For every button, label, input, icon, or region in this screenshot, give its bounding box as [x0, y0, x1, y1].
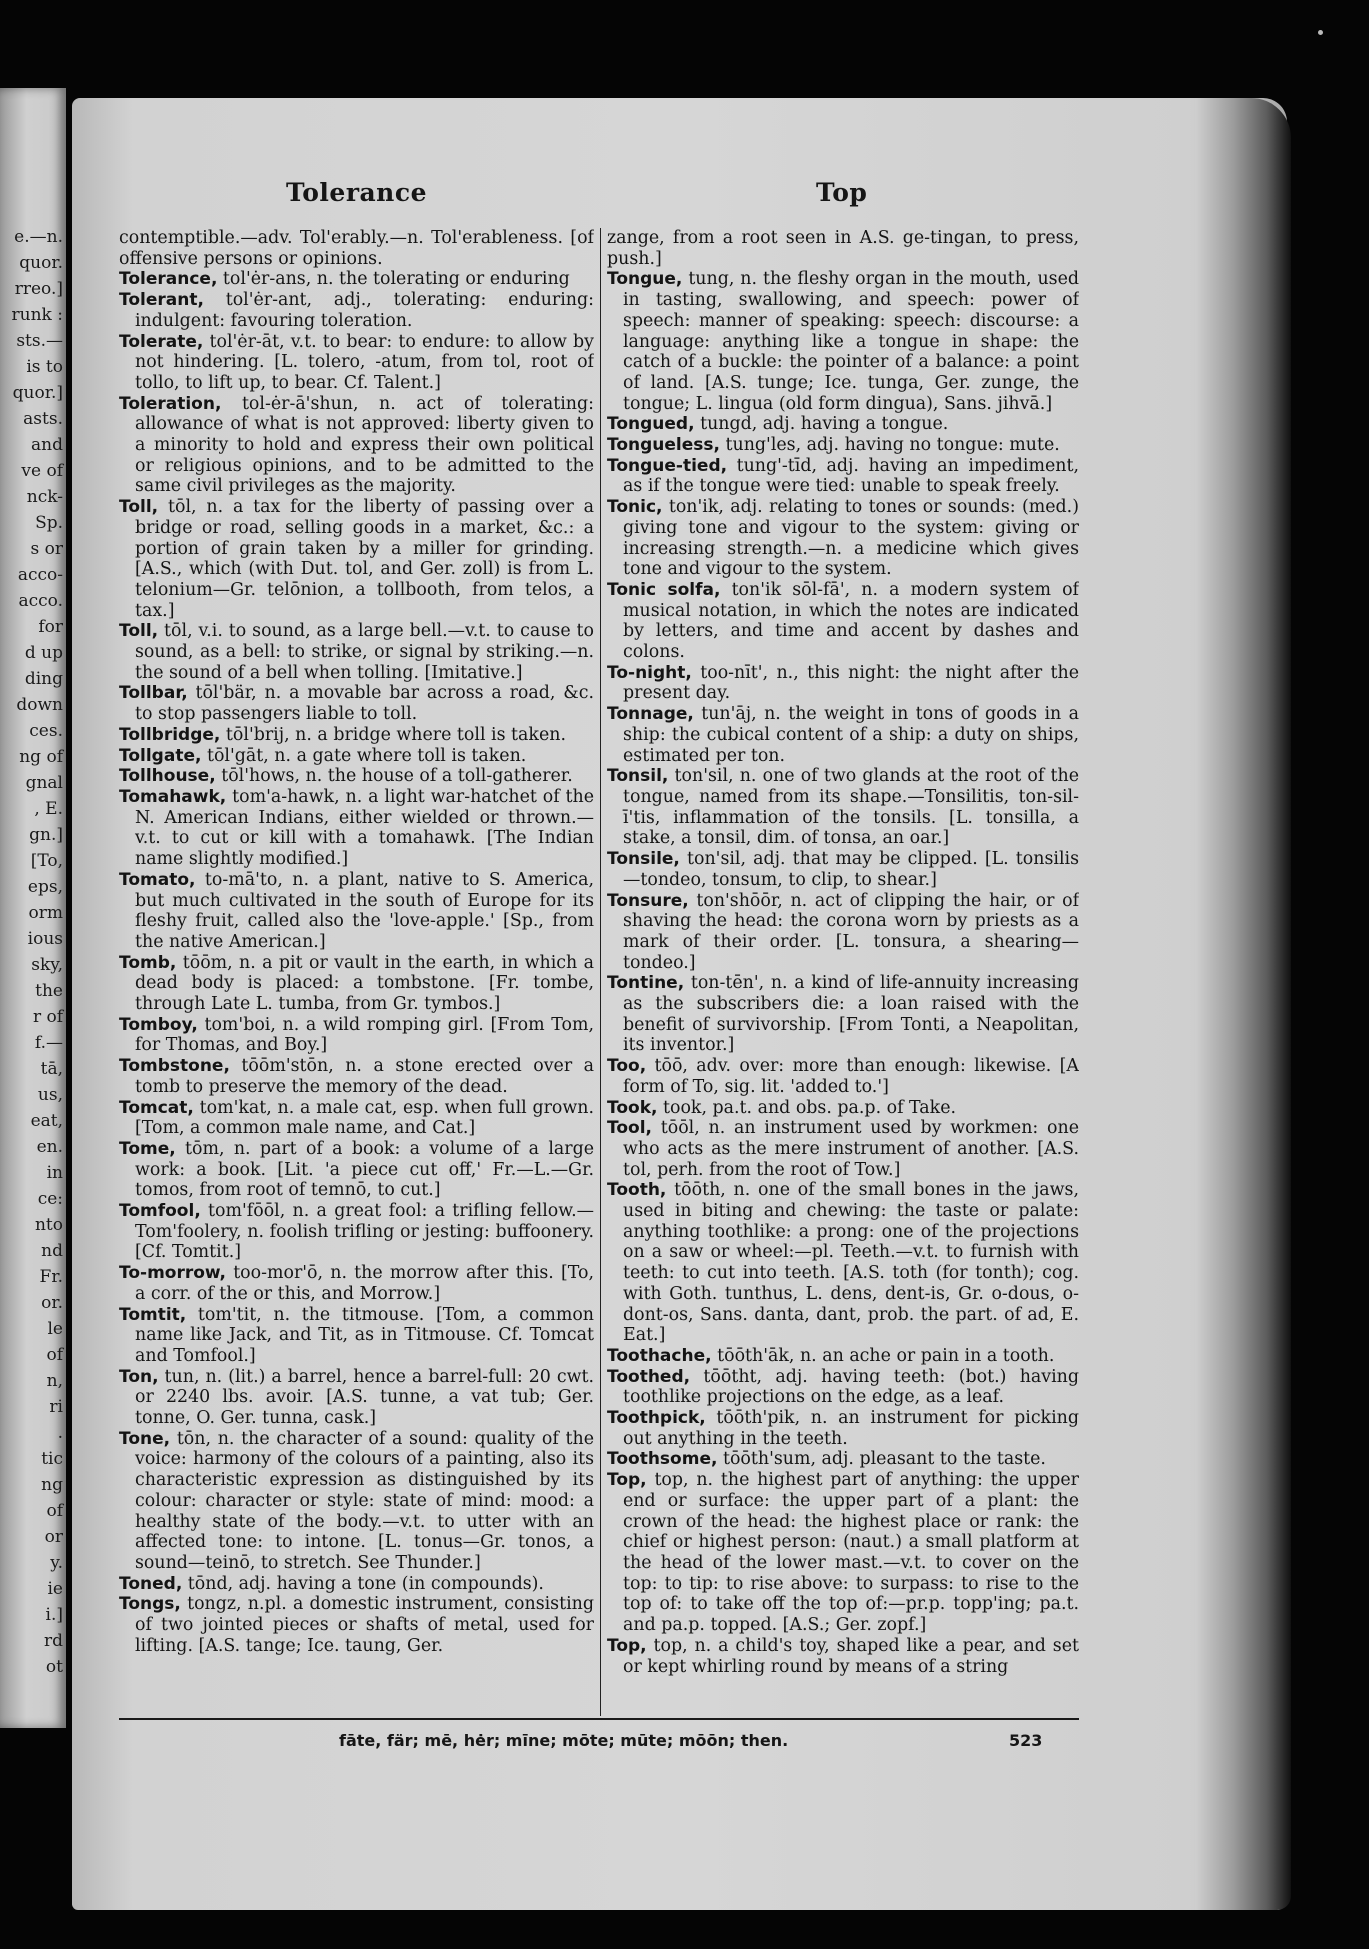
entry-headword: Took,: [607, 1097, 658, 1118]
left-page-fragment: ious: [27, 929, 63, 949]
entry-definition: tōl, n. a tax for the liberty of passing over a bridge or road, selling goods in a market, &c.: a portion of grain taken by a miller for grinding. [A.S., which (with Dut. tol, and Ger. zoll) is from L. telonium—Gr. telōnion, a tollbooth, from telos, a tax.]: [135, 497, 594, 621]
left-page-fragment: , E.: [34, 799, 63, 819]
left-page-fragment: ri: [49, 1397, 63, 1417]
entry-headword: To-morrow,: [119, 1263, 226, 1284]
entry-headword: Toleration,: [119, 393, 222, 414]
dictionary-entry: [607, 1636, 1079, 1677]
entry-definition: tōō, adv. over: more than enough: likewise. [A form of To, sig. lit. 'added to.']: [623, 1056, 1079, 1097]
dictionary-entry: [607, 766, 1079, 849]
left-page-fragment: sts.—: [16, 331, 63, 351]
entry-headword: Tongued,: [607, 414, 695, 435]
entry-headword: Tollbar,: [119, 683, 188, 704]
dictionary-entry: [119, 497, 594, 621]
dictionary-entry: [119, 1098, 594, 1139]
entry-headword: Tolerant,: [119, 290, 204, 311]
left-page-fragment: nck-: [26, 487, 63, 507]
dictionary-entry: [119, 1263, 594, 1304]
left-page-fragment: ce:: [37, 1189, 63, 1209]
entry-headword: Tomboy,: [119, 1014, 198, 1035]
dictionary-entry: [119, 725, 594, 746]
entry-definition: tom'a-hawk, n. a light war-hatchet of the N. American Indians, either wielded or thrown.—v.t. to cut or kill with a tomahawk. [The Indian name slightly modified.]: [135, 786, 594, 870]
dictionary-entry: [119, 1594, 594, 1656]
left-page-fragment: ie: [47, 1579, 63, 1599]
entry-definition: to-mā'to, n. a plant, native to S. America, but much cultivated in the south of Europe for its fleshy fruit, called also the 'love-apple.' [Sp., from the native American.]: [135, 869, 594, 952]
left-page-fragment: quor.]: [12, 383, 63, 403]
pronunciation-key: fāte, fär; mē, hėr; mīne; mōte; mūte; mōōn; then.: [339, 1731, 789, 1750]
left-page-fragment: Fr.: [39, 1267, 63, 1287]
entry-definition: tōōth'sum, adj. pleasant to the taste.: [717, 1449, 1046, 1470]
left-page-fragment: ces.: [29, 721, 63, 741]
left-page-fragment: tic: [41, 1449, 63, 1469]
entry-headword: Tolerance,: [119, 269, 218, 290]
entry-headword: Toned,: [119, 1573, 183, 1594]
left-page-fragment: and: [31, 435, 63, 455]
left-page-fragment: nto: [34, 1215, 63, 1235]
dictionary-entry: [119, 1429, 594, 1574]
entry-definition: tōl'bär, n. a movable bar across a road, &c. to stop passengers liable to toll.: [135, 683, 594, 725]
entry-headword: Tongs,: [119, 1594, 181, 1615]
dictionary-entry: [119, 1367, 594, 1429]
entry-headword: Toothed,: [607, 1366, 691, 1387]
left-page-fragment: Sp.: [35, 513, 63, 533]
entry-headword: Toll,: [119, 621, 159, 642]
entry-definition: tol'ėr-āt, v.t. to bear: to endure: to allow by not hindering. [L. tolero, -atum, from tol, root of tollo, to lift up, to bear. Cf. Talent.]: [135, 331, 594, 393]
left-page-fragment: eat,: [30, 1111, 63, 1131]
entry-headword: Tongue-tied,: [607, 455, 728, 476]
entry-headword: Ton,: [119, 1366, 159, 1387]
dictionary-entry: [607, 228, 1079, 269]
dictionary-entry: [607, 1346, 1079, 1367]
entry-definition: tom'tit, n. the titmouse. [Tom, a common name like Jack, and Tit, as in Titmouse. Cf. Tomcat and Tomfool.]: [135, 1304, 594, 1366]
entry-headword: Tomahawk,: [119, 786, 227, 807]
entry-definition: tōl, v.i. to sound, as a large bell.—v.t. to cause to sound, as a bell: to strike, or signal by striking.—n. the sound of a bell when tolling. [Imitative.]: [135, 621, 594, 683]
entry-definition: contemptible.—adv. Tol'erably.—n. Tol'erableness. [of offensive persons or opinions.: [119, 228, 594, 269]
entry-definition: tōōth'pik, n. an instrument for picking out anything in the teeth.: [623, 1408, 1079, 1449]
entry-headword: Tolerate,: [119, 331, 204, 352]
dictionary-entry: [607, 1098, 1079, 1119]
left-page-fragment: d up: [24, 643, 63, 663]
left-page-fragment: eps,: [27, 877, 63, 897]
entry-definition: tungd, adj. having a tongue.: [694, 414, 949, 435]
dictionary-entry: [607, 1470, 1079, 1636]
footer-rule: [119, 1718, 1079, 1720]
column-divider: [600, 228, 601, 1716]
dictionary-entry: [607, 849, 1079, 890]
entry-headword: Tombstone,: [119, 1056, 230, 1077]
dictionary-entry: [607, 456, 1079, 497]
dictionary-entry: [607, 497, 1079, 580]
entry-headword: Tongue,: [607, 269, 683, 290]
entry-headword: Tool,: [607, 1118, 652, 1139]
entry-definition: tōm, n. part of a book: a volume of a large work: a book. [Lit. 'a piece cut off,' Fr.—L.—Gr. tomos, from root of temnō, to cut.]: [135, 1138, 594, 1201]
entry-headword: Tongueless,: [607, 435, 720, 456]
dictionary-entry: [119, 1305, 594, 1367]
entry-headword: Tonsure,: [607, 890, 689, 911]
entry-definition: tol-ėr-ā'shun, n. act of tolerating: allowance of what is not approved: liberty given to a minority to hold and express their own political or religious opinions, and to be admitted to the same civil privileges as the majority.: [135, 393, 594, 497]
dictionary-entry: [607, 704, 1079, 766]
dictionary-entry: [607, 663, 1079, 704]
entry-definition: tōōl, n. an instrument used by workmen: one who acts as the mere instrument of another. [A.S. tol, perh. from the root of Tow.]: [623, 1118, 1079, 1180]
dictionary-entry: [119, 1139, 594, 1201]
dictionary-entry: [119, 746, 594, 767]
entry-headword: Tonsil,: [607, 766, 669, 787]
left-page-fragment: asts.: [23, 409, 63, 429]
entry-definition: ton'sil, n. one of two glands at the root of the tongue, named from its shape.—Tonsilitis, ton-sil-ī'tis, inflammation of the tonsils. [L. tonsilla, a stake, a tonsil, dim. of tonsa, an oar.]: [623, 766, 1079, 849]
left-column: [119, 228, 594, 1716]
dictionary-entry: [607, 973, 1079, 1056]
left-page-fragment: ve of: [21, 461, 63, 481]
left-page-fragment: is to: [26, 357, 63, 377]
left-page-fragment: us,: [37, 1085, 63, 1105]
dictionary-entry: [607, 1367, 1079, 1408]
left-page-fragment: le: [47, 1319, 63, 1339]
dictionary-entry: [119, 228, 594, 269]
left-page-fragment: s or: [30, 539, 63, 559]
entry-definition: top, n. a child's toy, shaped like a pear, and set or kept whirling round by means of a string: [623, 1635, 1079, 1677]
dictionary-entry: [119, 1201, 594, 1263]
dictionary-entry: [119, 269, 594, 290]
entry-definition: tom'fōōl, n. a great fool: a trifling fellow.—Tom'foolery, n. foolish trifling or jesting: buffoonery. [Cf. Tomtit.]: [135, 1201, 594, 1263]
entry-definition: tōōm, n. a pit or vault in the earth, in which a dead body is placed: a tombstone. [Fr. tombe, through Late L. tumba, from Gr. tymbos.]: [135, 952, 594, 1015]
entry-definition: tōl'brij, n. a bridge where toll is taken.: [220, 724, 566, 745]
left-page-fragment: acco.: [18, 591, 63, 611]
dictionary-entry: [607, 435, 1079, 456]
left-page-fragment: the: [35, 981, 63, 1001]
left-page-fragment: quor.: [19, 253, 63, 273]
left-page-fragment: rreo.]: [14, 279, 63, 299]
running-head-left: Tolerance: [286, 178, 427, 207]
entry-definition: tōōth'āk, n. an ache or pain in a tooth.: [711, 1345, 1055, 1366]
entry-headword: Tomcat,: [119, 1097, 194, 1118]
left-page-fragment: ng of: [19, 747, 63, 767]
dictionary-entry: [607, 1180, 1079, 1346]
dictionary-entry: [119, 394, 594, 498]
dictionary-entry: [607, 269, 1079, 414]
left-page-fragment: acco-: [17, 565, 63, 585]
entry-definition: too-nīt', n., this night: the night after the present day.: [623, 662, 1079, 704]
dictionary-entry: [119, 1574, 594, 1595]
entry-definition: ton'ik, adj. relating to tones or sounds: (med.) giving tone and vigour to the system: giving or increasing strength.—n. a medicine which gives tone and vigour to the system.: [623, 497, 1079, 580]
dictionary-entry: [607, 1056, 1079, 1097]
entry-headword: Tome,: [119, 1138, 176, 1159]
scan-speck: [1318, 30, 1323, 35]
entry-headword: Top,: [607, 1470, 647, 1491]
dictionary-entry: [119, 290, 594, 331]
entry-headword: Tomb,: [119, 952, 177, 973]
entry-headword: Toothache,: [607, 1345, 712, 1366]
dictionary-entry: [607, 414, 1079, 435]
left-page-fragment: gnal: [25, 773, 63, 793]
entry-definition: ton'shōōr, n. act of clipping the hair, or of shaving the head: the corona worn by priests as a mark of their order. [L. tonsura, a shearing—tondeo.]: [623, 890, 1079, 973]
entry-definition: took, pa.t. and obs. pa.p. of Take.: [657, 1097, 957, 1118]
dictionary-entry: [119, 621, 594, 683]
entry-definition: tongz, n.pl. a domestic instrument, consisting of two jointed pieces or shafts of metal, used for lifting. [A.S. tange; Ice. taung, Ger.: [135, 1594, 594, 1656]
entry-definition: tōl'hows, n. the house of a toll-gatherer.: [215, 766, 573, 787]
left-page-fragment: r of: [32, 1007, 63, 1027]
dictionary-entry: [119, 787, 594, 870]
left-page-fragment: for: [38, 617, 63, 637]
entry-headword: Tollgate,: [119, 745, 202, 766]
entry-headword: Tontine,: [607, 973, 685, 994]
dictionary-entry: [119, 1056, 594, 1097]
left-page-fragment: runk :: [11, 305, 63, 325]
left-page-fragment: or: [44, 1527, 63, 1547]
entry-headword: Toothsome,: [607, 1449, 718, 1470]
entry-headword: Tooth,: [607, 1180, 667, 1201]
dictionary-entry: [607, 580, 1079, 663]
left-page-fragment: of: [46, 1501, 63, 1521]
entry-definition: tōn, n. the character of a sound: quality of the voice: harmony of the colours of a painting, also its characteristic expression as distinguished by its colour: character or style: state of mind: mood: a healthy state of the body.—v.t. to utter with an affected tone: to intone. [L. tonus—Gr. tonos, a sound—teinō, to stretch. See Thunder.]: [135, 1428, 594, 1573]
entry-definition: tung, n. the fleshy organ in the mouth, used in tasting, swallowing, and speech: power of speech: manner of speaking: speech: discourse: a language: anything like a tongue in shape: the catch of a buckle: the pointer of a balance: a point of land. [A.S. tunge; Ice. tunga, Ger. zunge, the tongue; L. lingua (old form dingua), Sans. jihvā.]: [623, 269, 1079, 414]
entry-definition: tōōtht, adj. having teeth: (bot.) having toothlike projections on the edge, as a leaf.: [623, 1366, 1079, 1408]
entry-definition: tōl'gāt, n. a gate where toll is taken.: [201, 745, 527, 766]
left-page-fragment: orm: [28, 903, 63, 923]
entry-definition: tun, n. (lit.) a barrel, hence a barrel-full: 20 cwt. or 2240 lbs. avoir. [A.S. tunne, a vat tub; Ger. tonne, O. Ger. tunna, cask.]: [135, 1366, 594, 1429]
entry-definition: tung'les, adj. having no tongue: mute.: [719, 435, 1060, 456]
left-page-fragment: or.: [41, 1293, 63, 1313]
left-page-fragment: ng: [41, 1475, 63, 1495]
entry-headword: Tonsile,: [607, 849, 680, 870]
left-page-fragment: down: [16, 695, 63, 715]
entry-headword: To-night,: [607, 662, 692, 683]
left-page-fragment: of: [46, 1345, 63, 1365]
page-stack-edge: [1195, 98, 1291, 1910]
entry-headword: Top,: [607, 1635, 647, 1656]
entry-definition: tung'-tīd, adj. having an impediment, as if the tongue were tied: unable to speak freely.: [623, 455, 1079, 497]
dictionary-entry: [607, 891, 1079, 974]
entry-headword: Tomato,: [119, 869, 196, 890]
entry-definition: zange, from a root seen in A.S. ge-tingan, to press, push.]: [607, 228, 1079, 269]
entry-headword: Toll,: [119, 497, 159, 518]
dictionary-entry: [119, 953, 594, 1015]
dictionary-entry: [607, 1449, 1079, 1470]
entry-definition: tom'kat, n. a male cat, esp. when full grown. [Tom, a common male name, and Cat.]: [135, 1097, 594, 1139]
entry-definition: tol'ėr-ant, adj., tolerating: enduring: indulgent: favouring toleration.: [135, 290, 594, 331]
left-page-fragment: .: [57, 1423, 63, 1443]
entry-headword: Tomtit,: [119, 1304, 187, 1325]
entry-definition: tom'boi, n. a wild romping girl. [From Tom, for Thomas, and Boy.]: [135, 1014, 594, 1056]
page-number: 523: [1009, 1731, 1043, 1750]
entry-definition: top, n. the highest part of anything: the upper end or surface: the upper part of a plant: the crown of the head: the highest place or rank: the chief or highest person: (naut.) a small platform at the head of the lower mast.—v.t. to cover on the top: to tip: to rise above: to surpass: to rise to the top of: to take off the top of:—pr.p. topp'ing; pa.t. and pa.p. topped. [A.S.; Ger. zopf.]: [623, 1470, 1079, 1636]
dictionary-entry: [119, 870, 594, 953]
left-page-fragment: ot: [45, 1657, 63, 1677]
left-page-fragment: rd: [43, 1631, 63, 1651]
left-page-fragment: in: [46, 1163, 63, 1183]
entry-definition: too-mor'ō, n. the morrow after this. [To, a corr. of the or this, and Morrow.]: [135, 1263, 594, 1304]
entry-definition: ton'sil, adj. that may be clipped. [L. tonsilis—tondeo, tonsum, to clip, to shear.]: [623, 849, 1079, 890]
dictionary-entry: [119, 766, 594, 787]
entry-headword: Tollbridge,: [119, 724, 221, 745]
left-page-fragment: f.—: [34, 1033, 63, 1053]
entry-definition: tol'ėr-ans, n. the tolerating or enduring: [217, 269, 570, 290]
entry-headword: Tone,: [119, 1428, 171, 1449]
entry-headword: Tollhouse,: [119, 766, 216, 787]
left-page-fragment: nd: [41, 1241, 63, 1261]
entry-headword: Toothpick,: [607, 1408, 706, 1429]
right-column: [607, 228, 1079, 1716]
entry-definition: tōōm'stōn, n. a stone erected over a tomb to preserve the memory of the dead.: [135, 1056, 594, 1097]
left-page-fragment: e.—n.: [14, 227, 63, 247]
entry-definition: tōōth, n. one of the small bones in the jaws, used in biting and chewing: the taste or palate: anything toothlike: a prong: one of the projections on a saw or wheel:—pl. Teeth.—v.t. to furnish with teeth: to cut into teeth. [A.S. toth (for tonth); cog. with Goth. tunthus, L. dens, dent-is, Gr. o-dous, o-dont-os, Sans. danta, dant, prob. the part. of ad, E. Eat.]: [623, 1180, 1079, 1346]
left-page-fragment: gn.]: [29, 825, 63, 845]
dictionary-entry: [119, 1015, 594, 1056]
entry-headword: Tonic,: [607, 497, 663, 518]
entry-headword: Too,: [607, 1056, 647, 1077]
entry-headword: Tonic solfa,: [607, 579, 721, 600]
dictionary-entry: [119, 332, 594, 394]
left-page-fragment: sky,: [31, 955, 63, 975]
entry-definition: tun'āj, n. the weight in tons of goods in a ship: the cubical content of a ship: a duty on ships, estimated per ton.: [623, 704, 1079, 766]
left-page-fragment: ding: [24, 669, 63, 689]
entry-definition: ton'ik sōl-fā', n. a modern system of musical notation, in which the notes are indicated by letters, and time and accent by dashes and colons.: [623, 579, 1079, 663]
left-page-fragment: [To,: [30, 851, 63, 871]
entry-definition: tōnd, adj. having a tone (in compounds).: [182, 1573, 544, 1594]
left-page-fragment: i.]: [45, 1605, 63, 1625]
dictionary-entry: [607, 1408, 1079, 1449]
left-page-fragment: n,: [46, 1371, 63, 1391]
left-page-fragment: en.: [36, 1137, 63, 1157]
left-page-edge: [0, 88, 66, 1728]
dictionary-entry: [119, 683, 594, 724]
left-page-fragment: tā,: [40, 1059, 63, 1079]
entry-headword: Tonnage,: [607, 704, 694, 725]
footer: [119, 1727, 1079, 1757]
left-page-fragment: y.: [50, 1553, 63, 1573]
entry-definition: ton-tēn', n. a kind of life-annuity increasing as the subscribers die: a loan raised with the benefit of survivorship. [From Tonti, a Neapolitan, its inventor.]: [623, 973, 1079, 1056]
entry-headword: Tomfool,: [119, 1201, 201, 1222]
running-head-right: Top: [816, 178, 868, 207]
dictionary-entry: [607, 1118, 1079, 1180]
